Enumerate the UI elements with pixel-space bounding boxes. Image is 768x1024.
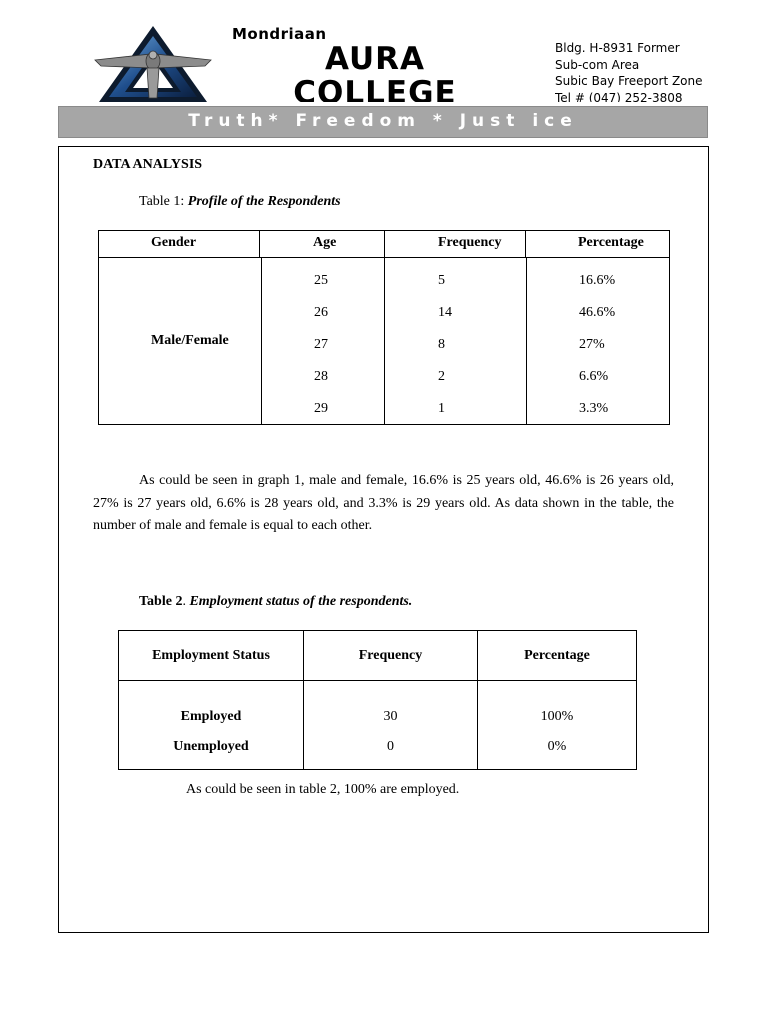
table1-caption-title: Profile of the Respondents [187, 194, 341, 209]
table-row [119, 681, 637, 726]
table1-age-cell: 27 [314, 337, 328, 352]
address-line-phone: Tel # (047) 252-3808 [555, 90, 683, 102]
table2-status-cell: Employed [119, 681, 304, 726]
table1-caption-label: Table 1: [139, 194, 185, 209]
school-name-line2: COLLEGE [293, 75, 457, 102]
table1-divider [259, 230, 260, 258]
table1-percentage-cell: 3.3% [579, 401, 609, 416]
table2-frequency-cell: 0 [304, 725, 478, 770]
table2-caption [139, 594, 412, 610]
table1-frequency-cell: 14 [438, 305, 452, 320]
table1-frequency-cell: 2 [438, 369, 445, 384]
address-line: Subic Bay Freeport Zone [555, 74, 703, 89]
table1-header-frequency: Frequency [438, 235, 502, 250]
table2-percentage-cell: 0% [478, 725, 637, 770]
table1-percentage-cell: 16.6% [579, 273, 616, 288]
table1-frequency-cell: 8 [438, 337, 445, 352]
table1-percentage-cell: 46.6% [579, 305, 616, 320]
table2-caption-title: Employment status of the respondents. [189, 594, 413, 609]
address-line: Bldg. H-8931 Former [555, 41, 680, 55]
table2-status-cell: Unemployed [119, 725, 304, 770]
table-row [119, 725, 637, 770]
eagle-triangle-logo-icon [93, 24, 213, 104]
table1-age-cell: 26 [314, 305, 328, 320]
table1-age-cell: 29 [314, 401, 328, 416]
school-address [555, 40, 725, 102]
table2 [118, 630, 637, 770]
table1-divider [384, 230, 385, 258]
table2-header-status: Employment Status [119, 631, 304, 681]
table1-percentage-cell: 6.6% [579, 369, 609, 384]
table2-header-frequency: Frequency [304, 631, 478, 681]
table1-frequency-cell: 1 [438, 401, 445, 416]
table1-caption [139, 194, 341, 210]
table2-header-percentage: Percentage [478, 631, 637, 681]
table1-age-cell: 28 [314, 369, 328, 384]
table2-percentage-cell: 100% [478, 681, 637, 726]
school-name-line1: AURA [324, 42, 426, 77]
table1-divider [261, 257, 262, 425]
analysis-paragraph-1: As could be seen in graph 1, male and female, 16.6% is 25 years old, 46.6% is 26 years old, 27% is 27 years old, 6.6% is 28 years old, and 3.3% is 29 years old. As data shown in the table, the number of male and female is equal to each other. [93, 473, 674, 533]
table1-age-cell: 25 [314, 273, 328, 288]
table2-caption-separator: . [182, 594, 190, 609]
table1-header-age: Age [313, 235, 337, 250]
section-title: DATA ANALYSIS [93, 157, 203, 172]
table1-header-gender: Gender [151, 235, 197, 250]
school-prefix: Mondriaan [232, 25, 327, 43]
analysis-paragraph-2: As could be seen in table 2, 100% are employed. [186, 782, 460, 797]
table1-divider [384, 257, 385, 425]
school-name [290, 42, 460, 102]
table1-header-percentage: Percentage [578, 235, 644, 250]
address-line: Sub-com Area [555, 57, 640, 72]
table1-divider [526, 257, 527, 425]
motto-banner: Truth* Freedom * Just ice [58, 106, 708, 138]
table2-frequency-cell: 30 [304, 681, 478, 726]
table1-gender-cell: Male/Female [151, 333, 229, 348]
table1-percentage-cell: 27% [579, 337, 605, 352]
table2-header-row [119, 631, 637, 681]
table2-caption-label: Table 2 [139, 594, 183, 609]
table1-divider [525, 230, 526, 258]
table1-frequency-cell: 5 [438, 273, 445, 288]
